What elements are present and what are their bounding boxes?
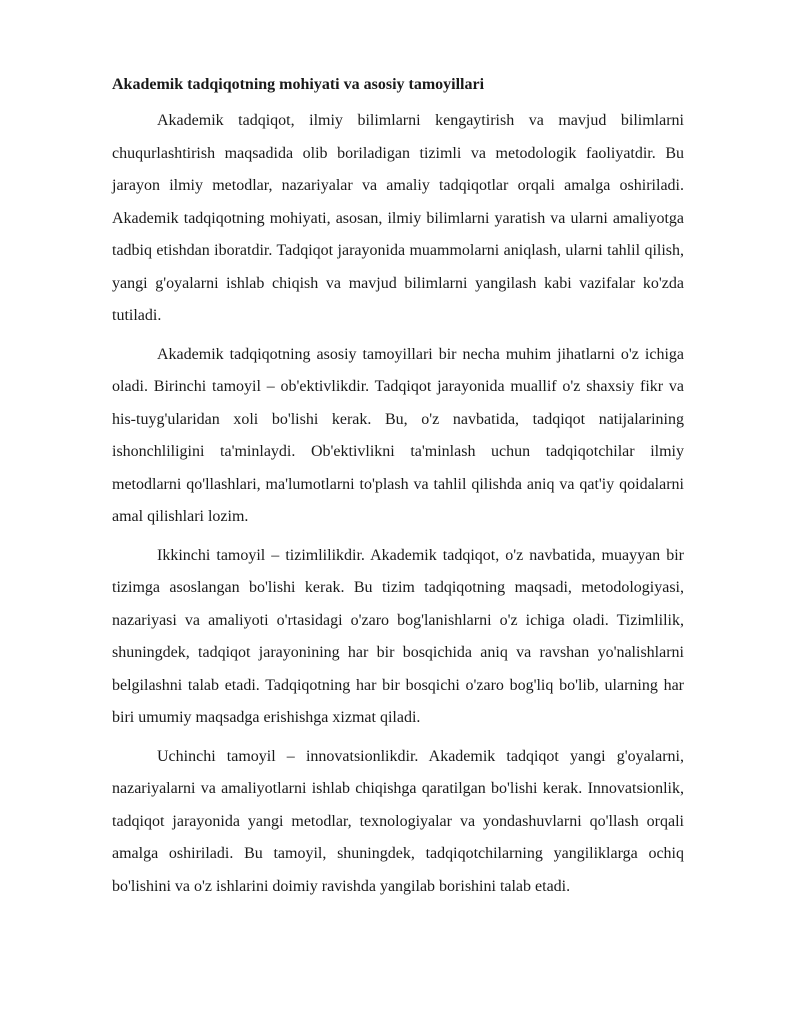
section-heading: Akademik tadqiqotning mohiyati va asosiy tamoyillari	[112, 76, 485, 93]
paragraph-2: Akademik tadqiqotning asosiy tamoyillari bir necha muhim jihatlarni o'z ichiga oladi. Birinchi tamoyil – ob'ektivlikdir. Tadqiqot jarayonida muallif o'z shaxsiy fikr va his-tuyg'ularidan xoli bo'lishi kerak. Bu, o'z navbatida, tadqiqot natijalarining ishonchliligini ta'minlaydi. Ob'ektivlikni ta'minlash uchun tadqiqotchilar ilmiy metodlarni qo'llashlari, ma'lumotlarni to'plash va tahlil qilishda aniq va qat'iy qoidalarni amal qilishlari lozim.	[112, 345, 684, 525]
paragraph-3: Ikkinchi tamoyil – tizimlilikdir. Akademik tadqiqot, o'z navbatida, muayyan bir tizimga asoslangan bo'lishi kerak. Bu tizim tadqiqotning maqsadi, metodologiyasi, nazariyasi va amaliyoti o'rtasidagi o'zaro bog'lanishlarni o'z ichiga oladi. Tizimlilik, shuningdek, tadqiqot jarayonining har bir bosqichida aniq va ravshan yo'nalishlarni belgilashni talab etadi. Tadqiqotning har bir bosqichi o'zaro bog'liq bo'lib, ularning har biri umumiy maqsadga erishishga xizmat qiladi.	[112, 546, 684, 726]
paragraph-4: Uchinchi tamoyil – innovatsionlikdir. Akademik tadqiqot yangi g'oyalarni, nazariyalarni va amaliyotlarni ishlab chiqishga qaratilgan bo'lishi kerak. Innovatsionlik, tadqiqot jarayonida yangi metodlar, texnologiyalar va yondashuvlarni qo'llash orqali amalga oshiriladi. Bu tamoyil, shuningdek, tadqiqotchilarning yangiliklarga ochiq bo'lishini va o'z ishlarini doimiy ravishda yangilab borishini talab etadi.	[112, 747, 684, 895]
document-body	[112, 70, 684, 909]
paragraph-1: Akademik tadqiqot, ilmiy bilimlarni kengaytirish va mavjud bilimlarni chuqurlashtirish maqsadida olib boriladigan tizimli va metodologik faoliyatdir. Bu jarayon ilmiy metodlar, nazariyalar va amaliy tadqiqotlar orqali amalga oshiriladi. Akademik tadqiqotning mohiyati, asosan, ilmiy bilimlarni yaratish va ularni amaliyotga tadbiq etishdan iboratdir. Tadqiqot jarayonida muammolarni aniqlash, ularni tahlil qilish, yangi g'oyalarni ishlab chiqish va mavjud bilimlarni yangilash kabi vazifalar ko'zda tutiladi.	[112, 112, 684, 324]
